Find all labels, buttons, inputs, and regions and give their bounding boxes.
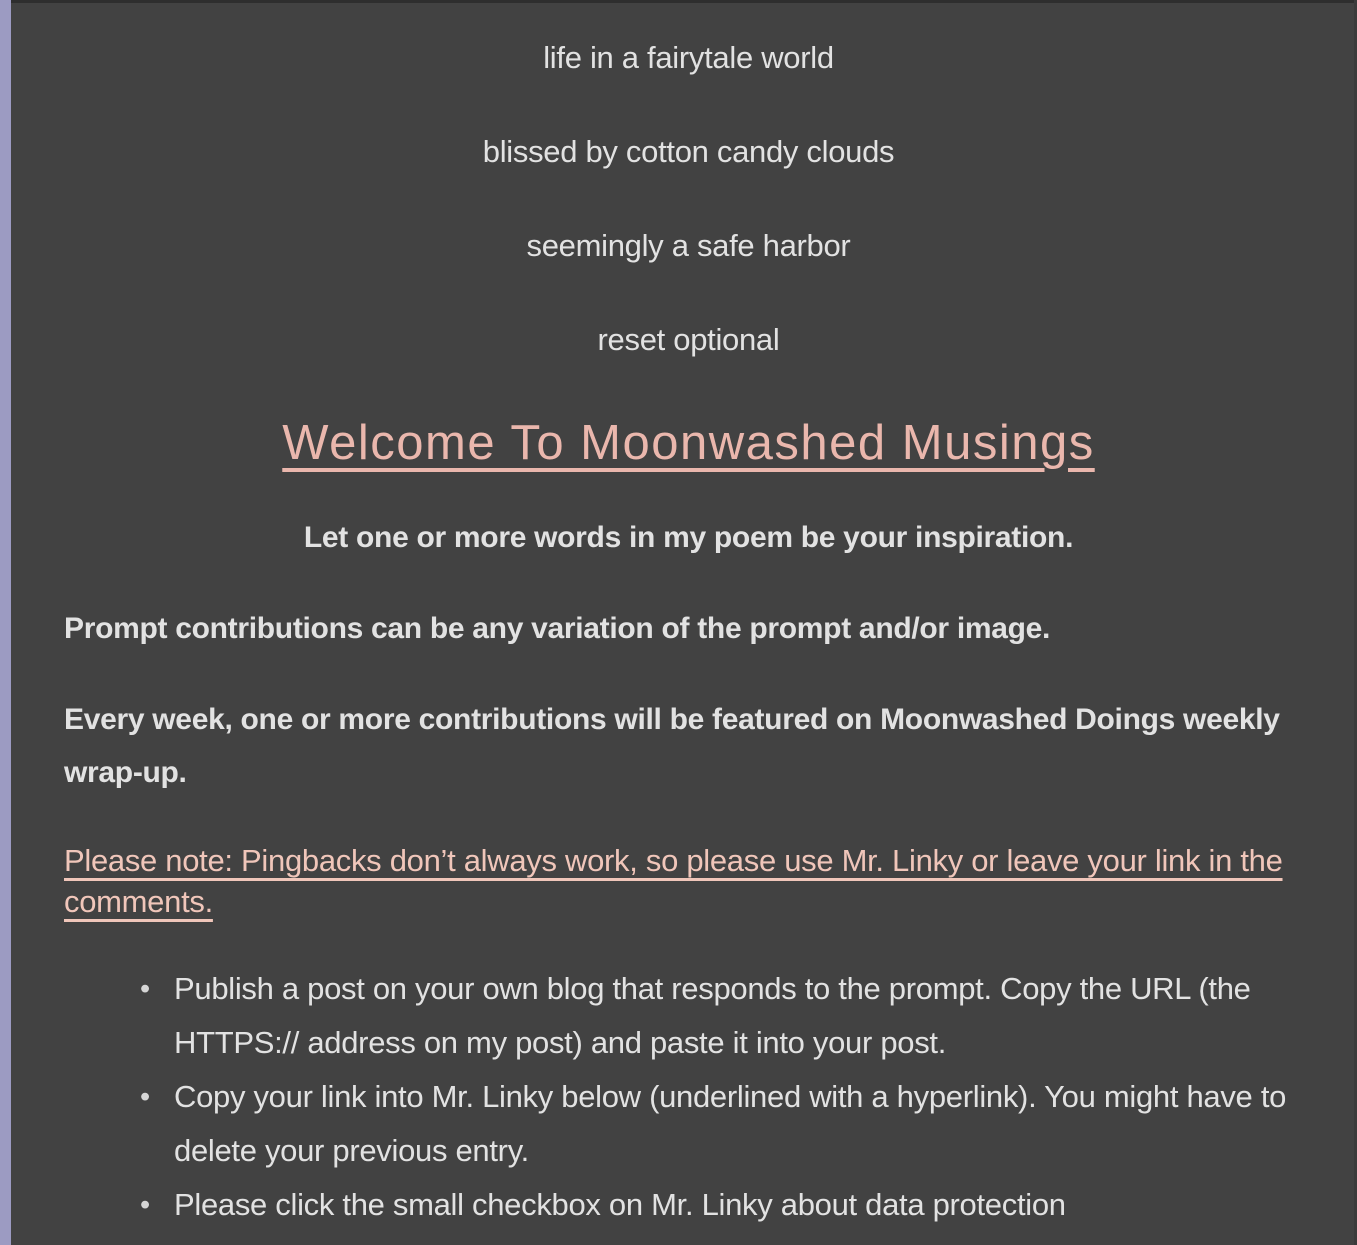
post-content xyxy=(0,3,1357,1232)
poem-line-1: life in a fairytale world xyxy=(543,40,834,75)
bullet-icon: • xyxy=(140,973,150,1005)
list-item xyxy=(140,962,1313,1070)
site-title-link[interactable]: Welcome To Moonwashed Musings xyxy=(282,416,1095,470)
list-item xyxy=(140,1178,1313,1232)
left-accent-stripe xyxy=(0,0,11,1245)
list-item-text: Publish a post on your own blog that responds to the prompt. Copy the URL (the HTTPS:// address on my post) and paste it into your post. xyxy=(174,971,1251,1060)
list-item-text: Please click the small checkbox on Mr. Linky about data protection xyxy=(174,1187,1066,1222)
weekly-feature-paragraph: Every week, one or more contributions will be featured on Moonwashed Doings weekly wrap-up. xyxy=(64,703,1280,789)
pingback-note-link[interactable]: Please note: Pingbacks don’t always work, so please use Mr. Linky or leave your link in the comments. xyxy=(64,843,1283,919)
welcome-heading xyxy=(64,414,1313,472)
list-item xyxy=(140,1070,1313,1178)
prompt-contributions-paragraph: Prompt contributions can be any variation of the prompt and/or image. xyxy=(64,612,1051,645)
bullet-icon: • xyxy=(140,1189,150,1221)
list-item-text: Copy your link into Mr. Linky below (underlined with a hyperlink). You might have to delete your previous entry. xyxy=(174,1079,1287,1168)
poem-line-2: blissed by cotton candy clouds xyxy=(482,134,895,169)
instructions-list xyxy=(64,962,1313,1232)
pingback-note-paragraph xyxy=(64,840,1313,922)
poem-line-4: reset optional xyxy=(597,322,780,357)
lead-sentence: Let one or more words in my poem be your inspiration. xyxy=(303,521,1074,554)
poem-line-3: seemingly a safe harbor xyxy=(526,228,851,263)
bullet-icon: • xyxy=(140,1081,150,1113)
